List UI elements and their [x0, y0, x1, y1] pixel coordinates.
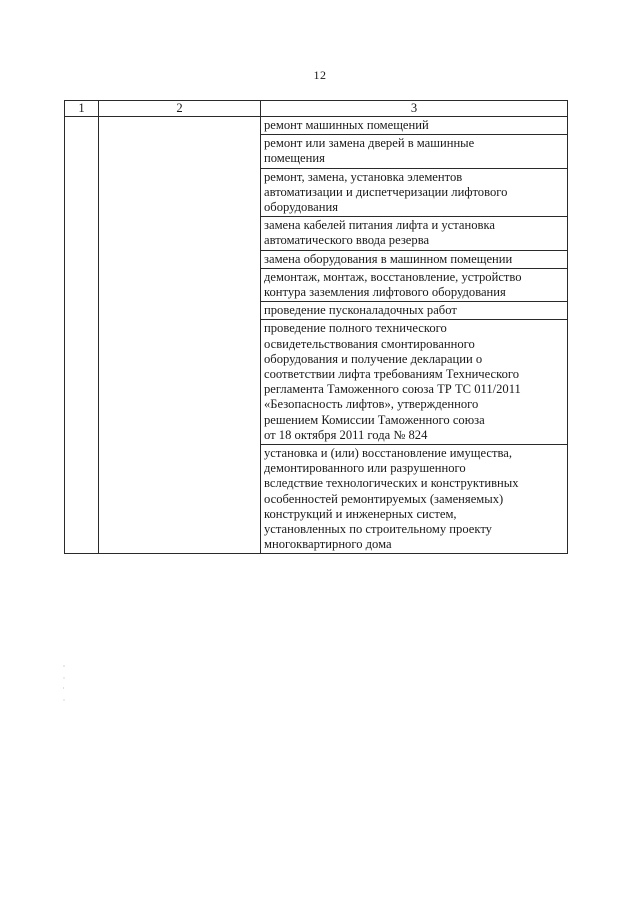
work-item: проведение пусконаладочных работ	[261, 302, 567, 320]
work-item: ремонт машинных помещений	[261, 117, 567, 135]
work-item: демонтаж, монтаж, восстановление, устройство контура заземления лифтового оборудования	[261, 269, 567, 302]
col-1-cell	[65, 117, 99, 554]
table-header-row	[65, 101, 568, 117]
work-item: замена кабелей питания лифта и установка автоматического ввода резерва	[261, 217, 567, 250]
work-item: ремонт, замена, установка элементов автоматизации и диспетчеризации лифтового оборудования	[261, 169, 567, 218]
page-number: 12	[313, 68, 327, 82]
work-item: замена оборудования в машинном помещении	[261, 251, 567, 269]
col-2-cell	[99, 117, 261, 554]
scan-margin-marks	[62, 664, 66, 704]
header-col-1: 1	[65, 101, 99, 117]
work-item: установка и (или) восстановление имущества, демонтированного или разрушенного вследствие технологических и конструктивных особенностей ремонтируемых (заменяемых) конструкций и инженерных систем, установленных по строительному проекту многоквартирного дома	[264, 446, 519, 552]
work-item: проведение полного технического освидетельствования смонтированного оборудования и получение декларации о соответствии лифта требованиям Технического регламента Таможенного союза ТР ТС 011/2011 «Безопасность лифтов», утвержденного решением Комиссии Таможенного союза от 18 октября 2011 года № 824	[261, 320, 567, 445]
header-col-2: 2	[99, 101, 261, 117]
col-3-cell	[261, 117, 568, 554]
works-table	[64, 100, 568, 554]
header-col-3: 3	[261, 101, 568, 117]
work-item: ремонт или замена дверей в машинные помещения	[261, 135, 567, 168]
table-row	[65, 117, 568, 554]
